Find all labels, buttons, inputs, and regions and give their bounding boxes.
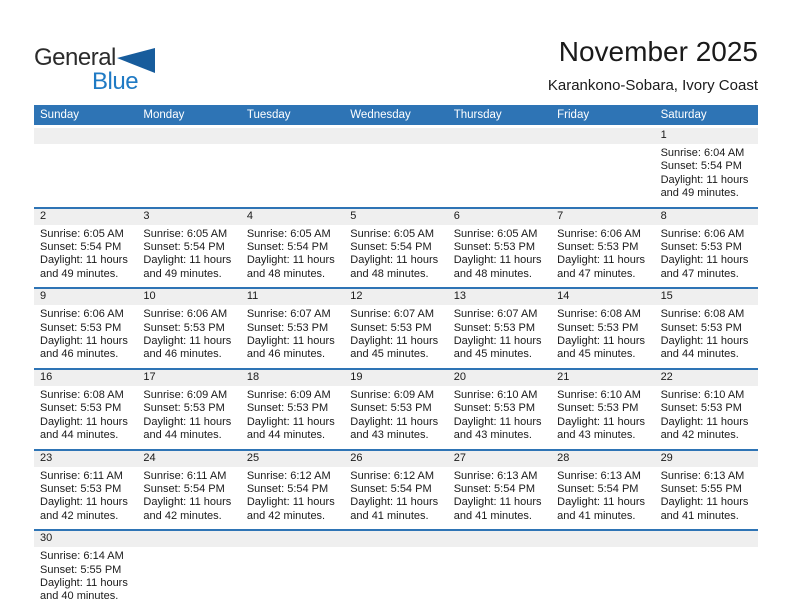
day-details <box>551 305 654 368</box>
sunrise-text: Sunrise: 6:04 AM <box>660 147 745 159</box>
sunrise-text: Sunrise: 6:13 AM <box>660 469 745 482</box>
sunset-text: Sunset: 5:53 PM <box>660 321 742 334</box>
daylight-hours-text: Daylight: 11 hours <box>40 576 128 589</box>
day-details <box>551 386 654 449</box>
day-number: 23 <box>34 451 137 467</box>
daylight-minutes-text: and 48 minutes. <box>246 267 326 280</box>
day-cell-24 <box>137 451 240 530</box>
day-cell-5 <box>344 209 447 288</box>
day-cell-3 <box>137 209 240 288</box>
daylight-minutes-text: and 40 minutes. <box>40 590 119 603</box>
day-details <box>241 144 344 153</box>
daylight-hours-text: Daylight: 11 hours <box>40 415 128 428</box>
daylight-hours-text: Daylight: 11 hours <box>453 254 542 267</box>
daylight-minutes-text: and 43 minutes. <box>350 429 429 442</box>
daylight-minutes-text: and 42 minutes. <box>660 429 739 442</box>
day-details <box>551 467 654 530</box>
day-details <box>137 305 240 368</box>
day-number: 26 <box>344 451 447 467</box>
day-cell-empty <box>448 531 551 610</box>
sunrise-text: Sunrise: 6:07 AM <box>453 308 538 321</box>
day-details <box>34 144 137 153</box>
weekday-label-wednesday: Wednesday <box>350 109 411 121</box>
sunset-text: Sunset: 5:53 PM <box>40 402 122 415</box>
day-number: 8 <box>655 209 758 225</box>
day-cell-10 <box>137 289 240 368</box>
day-cell-17 <box>137 370 240 449</box>
day-details <box>448 225 551 288</box>
sunrise-text: Sunrise: 6:07 AM <box>350 308 435 321</box>
day-details <box>551 225 654 288</box>
day-number <box>551 531 654 547</box>
daylight-hours-text: Daylight: 11 hours <box>453 496 542 509</box>
daylight-minutes-text: and 44 minutes. <box>246 429 326 442</box>
general-blue-logo <box>34 46 155 94</box>
day-details <box>344 225 447 288</box>
page-header <box>0 0 792 105</box>
day-cell-19 <box>344 370 447 449</box>
day-number: 2 <box>34 209 137 225</box>
sunrise-text: Sunrise: 6:08 AM <box>40 388 124 401</box>
daylight-hours-text: Daylight: 11 hours <box>660 335 749 348</box>
day-details <box>655 547 758 556</box>
sunrise-text: Sunrise: 6:05 AM <box>453 227 538 240</box>
day-details <box>34 386 137 449</box>
daylight-minutes-text: and 48 minutes. <box>453 267 532 280</box>
day-details <box>655 305 758 368</box>
daylight-hours-text: Daylight: 11 hours <box>557 254 645 267</box>
day-details <box>551 144 654 153</box>
day-cell-empty <box>344 531 447 610</box>
day-details <box>344 386 447 449</box>
day-cell-empty <box>551 531 654 610</box>
day-number <box>655 531 758 547</box>
day-cell-6 <box>448 209 551 288</box>
daylight-hours-text: Daylight: 11 hours <box>660 254 749 267</box>
day-number: 28 <box>551 451 654 467</box>
day-details <box>241 225 344 288</box>
day-cell-23 <box>34 451 137 530</box>
day-cell-11 <box>241 289 344 368</box>
daylight-minutes-text: and 43 minutes. <box>453 429 532 442</box>
day-number: 30 <box>34 531 137 547</box>
day-details <box>241 386 344 449</box>
day-number: 29 <box>655 451 758 467</box>
daylight-hours-text: Daylight: 11 hours <box>246 335 335 348</box>
day-number <box>448 531 551 547</box>
day-number: 21 <box>551 370 654 386</box>
sunset-text: Sunset: 5:53 PM <box>557 241 639 254</box>
day-details <box>344 144 447 153</box>
daylight-minutes-text: and 42 minutes. <box>40 509 119 522</box>
sunset-text: Sunset: 5:54 PM <box>453 482 536 495</box>
daylight-minutes-text: and 45 minutes. <box>557 348 636 361</box>
day-details <box>344 305 447 368</box>
daylight-hours-text: Daylight: 11 hours <box>350 335 439 348</box>
day-details <box>448 386 551 449</box>
day-details <box>34 305 137 368</box>
calendar-grid <box>34 128 758 610</box>
daylight-minutes-text: and 44 minutes. <box>40 429 119 442</box>
sunset-text: Sunset: 5:55 PM <box>660 482 742 495</box>
day-details <box>137 144 240 153</box>
day-cell-18 <box>241 370 344 449</box>
sunset-text: Sunset: 5:53 PM <box>350 402 432 415</box>
weekday-label-saturday: Saturday <box>660 109 707 121</box>
daylight-hours-text: Daylight: 11 hours <box>40 254 128 267</box>
day-cell-16 <box>34 370 137 449</box>
sunset-text: Sunset: 5:54 PM <box>143 482 225 495</box>
day-cell-empty <box>448 128 551 207</box>
daylight-minutes-text: and 41 minutes. <box>660 509 739 522</box>
day-number: 20 <box>448 370 551 386</box>
sunrise-text: Sunrise: 6:08 AM <box>557 308 641 321</box>
sunrise-text: Sunrise: 6:06 AM <box>40 308 124 321</box>
week-row <box>34 207 758 288</box>
day-number: 5 <box>344 209 447 225</box>
day-number <box>34 128 137 144</box>
daylight-minutes-text: and 47 minutes. <box>660 267 739 280</box>
sunrise-text: Sunrise: 6:05 AM <box>143 227 228 240</box>
day-cell-empty <box>241 128 344 207</box>
daylight-hours-text: Daylight: 11 hours <box>246 415 335 428</box>
day-number: 19 <box>344 370 447 386</box>
sunrise-text: Sunrise: 6:07 AM <box>246 308 331 321</box>
sunset-text: Sunset: 5:53 PM <box>40 321 122 334</box>
day-details <box>34 547 137 610</box>
sunset-text: Sunset: 5:54 PM <box>246 241 329 254</box>
sunset-text: Sunset: 5:53 PM <box>246 402 329 415</box>
daylight-hours-text: Daylight: 11 hours <box>557 415 645 428</box>
day-details <box>137 225 240 288</box>
weekday-label-tuesday: Tuesday <box>246 109 291 121</box>
daylight-hours-text: Daylight: 11 hours <box>143 254 232 267</box>
weekday-label-friday: Friday <box>557 109 590 121</box>
logo-text-general: General <box>34 44 116 71</box>
day-number <box>344 531 447 547</box>
day-details <box>34 467 137 530</box>
sunrise-text: Sunrise: 6:12 AM <box>246 469 331 482</box>
day-cell-empty <box>344 128 447 207</box>
day-details <box>137 386 240 449</box>
day-number: 15 <box>655 289 758 305</box>
day-cell-empty <box>655 531 758 610</box>
day-cell-28 <box>551 451 654 530</box>
sunrise-text: Sunrise: 6:10 AM <box>660 388 745 401</box>
day-cell-22 <box>655 370 758 449</box>
day-number: 3 <box>137 209 240 225</box>
daylight-hours-text: Daylight: 11 hours <box>660 415 749 428</box>
day-number: 18 <box>241 370 344 386</box>
day-cell-1 <box>655 128 758 207</box>
sunset-text: Sunset: 5:53 PM <box>557 402 639 415</box>
day-number <box>137 128 240 144</box>
week-row <box>34 287 758 368</box>
day-cell-8 <box>655 209 758 288</box>
sunrise-text: Sunrise: 6:05 AM <box>246 227 331 240</box>
day-number: 16 <box>34 370 137 386</box>
day-details <box>448 144 551 153</box>
sunrise-text: Sunrise: 6:09 AM <box>246 388 331 401</box>
day-details <box>344 547 447 556</box>
sunset-text: Sunset: 5:54 PM <box>350 482 432 495</box>
day-cell-2 <box>34 209 137 288</box>
daylight-hours-text: Daylight: 11 hours <box>143 415 232 428</box>
day-number <box>137 531 240 547</box>
sunrise-text: Sunrise: 6:13 AM <box>453 469 538 482</box>
daylight-hours-text: Daylight: 11 hours <box>143 335 232 348</box>
sunset-text: Sunset: 5:53 PM <box>40 482 122 495</box>
sunset-text: Sunset: 5:54 PM <box>40 241 122 254</box>
day-number: 25 <box>241 451 344 467</box>
sunrise-text: Sunrise: 6:11 AM <box>143 469 227 482</box>
day-details <box>655 225 758 288</box>
sunrise-text: Sunrise: 6:12 AM <box>350 469 435 482</box>
day-details <box>551 547 654 556</box>
day-number: 17 <box>137 370 240 386</box>
day-number: 6 <box>448 209 551 225</box>
sunset-text: Sunset: 5:54 PM <box>557 482 639 495</box>
sunrise-text: Sunrise: 6:11 AM <box>40 469 123 482</box>
day-number: 11 <box>241 289 344 305</box>
day-number: 27 <box>448 451 551 467</box>
sunset-text: Sunset: 5:54 PM <box>350 241 432 254</box>
week-row <box>34 128 758 207</box>
day-cell-empty <box>551 128 654 207</box>
daylight-minutes-text: and 41 minutes. <box>453 509 532 522</box>
day-number <box>241 531 344 547</box>
page-title: November 2025 <box>558 36 758 67</box>
daylight-minutes-text: and 44 minutes. <box>143 429 222 442</box>
daylight-minutes-text: and 49 minutes. <box>40 267 119 280</box>
daylight-hours-text: Daylight: 11 hours <box>557 335 645 348</box>
sunrise-text: Sunrise: 6:06 AM <box>557 227 641 240</box>
day-number: 7 <box>551 209 654 225</box>
day-details <box>448 467 551 530</box>
daylight-minutes-text: and 46 minutes. <box>40 348 119 361</box>
day-details <box>655 386 758 449</box>
sunrise-text: Sunrise: 6:09 AM <box>143 388 228 401</box>
day-cell-9 <box>34 289 137 368</box>
day-cell-25 <box>241 451 344 530</box>
daylight-minutes-text: and 48 minutes. <box>350 267 429 280</box>
day-number: 1 <box>655 128 758 144</box>
day-number: 14 <box>551 289 654 305</box>
sunrise-text: Sunrise: 6:09 AM <box>350 388 435 401</box>
day-details <box>241 547 344 556</box>
day-details <box>448 547 551 556</box>
sunset-text: Sunset: 5:53 PM <box>660 402 742 415</box>
daylight-hours-text: Daylight: 11 hours <box>660 496 749 509</box>
day-cell-15 <box>655 289 758 368</box>
sunrise-text: Sunrise: 6:10 AM <box>453 388 538 401</box>
weekday-label-sunday: Sunday <box>40 109 80 121</box>
daylight-hours-text: Daylight: 11 hours <box>660 173 749 186</box>
day-cell-empty <box>34 128 137 207</box>
day-number: 12 <box>344 289 447 305</box>
logo-text-blue: Blue <box>92 68 139 95</box>
day-number <box>551 128 654 144</box>
day-cell-7 <box>551 209 654 288</box>
daylight-minutes-text: and 49 minutes. <box>143 267 222 280</box>
day-details <box>655 144 758 207</box>
sunset-text: Sunset: 5:54 PM <box>143 241 225 254</box>
daylight-minutes-text: and 41 minutes. <box>350 509 429 522</box>
day-number: 4 <box>241 209 344 225</box>
sunrise-text: Sunrise: 6:10 AM <box>557 388 641 401</box>
sunset-text: Sunset: 5:53 PM <box>453 402 536 415</box>
day-cell-empty <box>137 128 240 207</box>
day-number: 24 <box>137 451 240 467</box>
day-details <box>137 467 240 530</box>
day-number: 9 <box>34 289 137 305</box>
sunrise-text: Sunrise: 6:05 AM <box>350 227 435 240</box>
daylight-minutes-text: and 44 minutes. <box>660 348 739 361</box>
sunset-text: Sunset: 5:53 PM <box>246 321 329 334</box>
weekday-label-monday: Monday <box>143 109 185 121</box>
daylight-hours-text: Daylight: 11 hours <box>350 496 439 509</box>
sunset-text: Sunset: 5:53 PM <box>557 321 639 334</box>
day-details <box>34 225 137 288</box>
daylight-hours-text: Daylight: 11 hours <box>453 335 542 348</box>
sunset-text: Sunset: 5:53 PM <box>143 321 225 334</box>
day-cell-29 <box>655 451 758 530</box>
daylight-minutes-text: and 46 minutes. <box>246 348 326 361</box>
day-cell-empty <box>137 531 240 610</box>
sunset-text: Sunset: 5:55 PM <box>40 563 122 576</box>
day-cell-30 <box>34 531 137 610</box>
daylight-hours-text: Daylight: 11 hours <box>453 415 542 428</box>
day-cell-21 <box>551 370 654 449</box>
day-cell-12 <box>344 289 447 368</box>
sunrise-text: Sunrise: 6:06 AM <box>143 308 228 321</box>
daylight-minutes-text: and 43 minutes. <box>557 429 636 442</box>
day-details <box>448 305 551 368</box>
day-details <box>241 305 344 368</box>
day-cell-20 <box>448 370 551 449</box>
day-cell-4 <box>241 209 344 288</box>
daylight-minutes-text: and 49 minutes. <box>660 187 739 200</box>
sunset-text: Sunset: 5:53 PM <box>143 402 225 415</box>
daylight-hours-text: Daylight: 11 hours <box>246 254 335 267</box>
weekday-header-row <box>34 105 758 125</box>
day-number <box>344 128 447 144</box>
sunset-text: Sunset: 5:54 PM <box>246 482 329 495</box>
page-subtitle: Karankono-Sobara, Ivory Coast <box>547 77 758 94</box>
day-details <box>655 467 758 530</box>
sunset-text: Sunset: 5:54 PM <box>660 160 742 173</box>
sunset-text: Sunset: 5:53 PM <box>453 321 536 334</box>
day-cell-27 <box>448 451 551 530</box>
day-cell-14 <box>551 289 654 368</box>
week-row <box>34 449 758 530</box>
daylight-minutes-text: and 47 minutes. <box>557 267 636 280</box>
daylight-hours-text: Daylight: 11 hours <box>557 496 645 509</box>
daylight-hours-text: Daylight: 11 hours <box>350 254 439 267</box>
sunrise-text: Sunrise: 6:13 AM <box>557 469 641 482</box>
daylight-minutes-text: and 45 minutes. <box>350 348 429 361</box>
daylight-hours-text: Daylight: 11 hours <box>143 496 232 509</box>
sunrise-text: Sunrise: 6:06 AM <box>660 227 745 240</box>
daylight-hours-text: Daylight: 11 hours <box>350 415 439 428</box>
day-details <box>344 467 447 530</box>
daylight-hours-text: Daylight: 11 hours <box>246 496 335 509</box>
daylight-hours-text: Daylight: 11 hours <box>40 335 128 348</box>
week-row <box>34 529 758 610</box>
sunrise-text: Sunrise: 6:14 AM <box>40 550 124 563</box>
day-cell-26 <box>344 451 447 530</box>
daylight-minutes-text: and 42 minutes. <box>143 509 222 522</box>
day-number: 22 <box>655 370 758 386</box>
day-number: 13 <box>448 289 551 305</box>
daylight-minutes-text: and 46 minutes. <box>143 348 222 361</box>
day-number <box>241 128 344 144</box>
day-details <box>137 547 240 556</box>
daylight-minutes-text: and 42 minutes. <box>246 509 326 522</box>
sunrise-text: Sunrise: 6:05 AM <box>40 227 124 240</box>
sunset-text: Sunset: 5:53 PM <box>350 321 432 334</box>
daylight-hours-text: Daylight: 11 hours <box>40 496 128 509</box>
day-cell-empty <box>241 531 344 610</box>
calendar <box>34 105 758 610</box>
day-details <box>241 467 344 530</box>
day-cell-13 <box>448 289 551 368</box>
sunset-text: Sunset: 5:53 PM <box>453 241 536 254</box>
day-number <box>448 128 551 144</box>
sunset-text: Sunset: 5:53 PM <box>660 241 742 254</box>
week-row <box>34 368 758 449</box>
weekday-label-thursday: Thursday <box>453 109 502 121</box>
day-number: 10 <box>137 289 240 305</box>
sunrise-text: Sunrise: 6:08 AM <box>660 308 745 321</box>
daylight-minutes-text: and 45 minutes. <box>453 348 532 361</box>
daylight-minutes-text: and 41 minutes. <box>557 509 636 522</box>
